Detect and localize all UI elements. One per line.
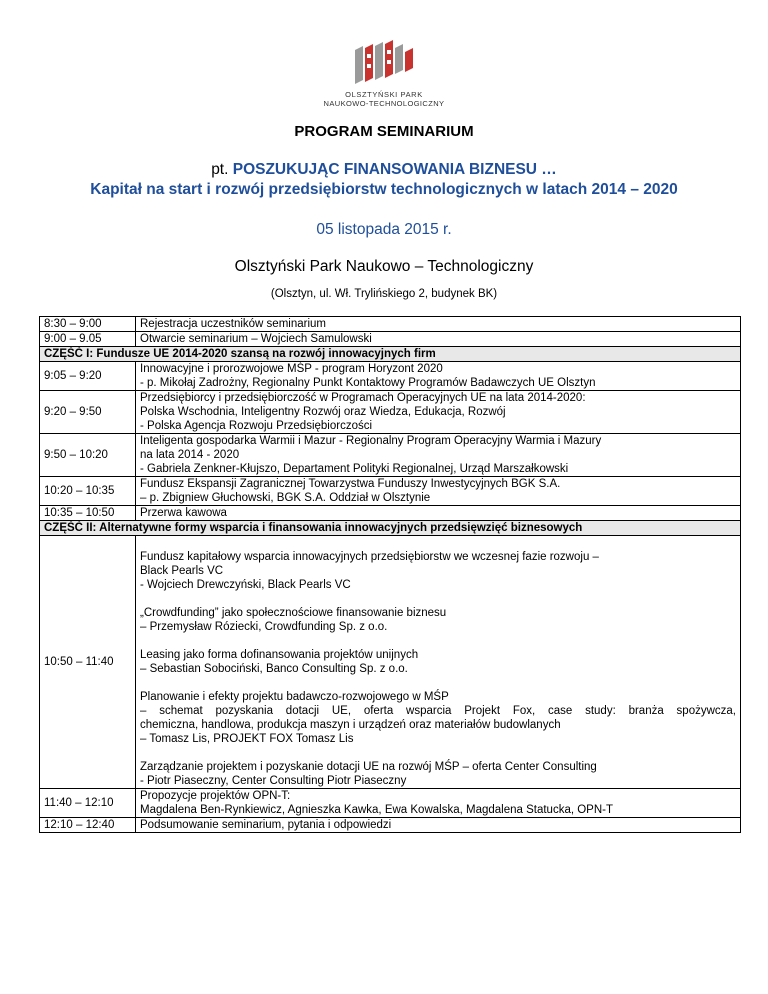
agenda-cell (136, 434, 741, 477)
agenda-line: Propozycje projektów OPN-T: (140, 790, 291, 802)
agenda-cell: Podsumowanie seminarium, pytania i odpowiedzi (136, 818, 741, 833)
agenda-line: Polska Wschodnia, Inteligentny Rozwój oraz Wiedza, Edukacja, Rozwój (140, 406, 506, 418)
logo-text-line2: NAUKOWO-TECHNOLOGICZNY (323, 99, 445, 108)
section-row (40, 347, 741, 362)
agenda-line: Zarządzanie projektem i pozyskanie dotacji UE na rozwój MŚP – oferta Center Consulting (140, 761, 597, 773)
agenda-cell: Przerwa kawowa (136, 506, 741, 521)
section-heading-1: CZĘŚĆ I: Fundusze UE 2014-2020 szansą na rozwój innowacyjnych firm (40, 347, 741, 362)
table-row (40, 818, 741, 833)
table-row (40, 317, 741, 332)
agenda-cell (136, 477, 741, 506)
agenda-line: Magdalena Ben-Rynkiewicz, Agnieszka Kawka, Ewa Kowalska, Magdalena Statucka, OPN-T (140, 804, 614, 816)
agenda-cell (136, 789, 741, 818)
time-cell: 9:00 – 9.05 (40, 332, 136, 347)
table-row (40, 332, 741, 347)
time-cell: 11:40 – 12:10 (40, 789, 136, 818)
agenda-line: na lata 2014 - 2020 (140, 449, 240, 461)
subtitle-line2: Kapitał na start i rozwój przedsiębiorstw technologicznych w latach 2014 – 2020 (90, 181, 678, 198)
agenda-line: Inteligenta gospodarka Warmii i Mazur - Regionalny Program Operacyjny Warmia i Mazury (140, 435, 602, 447)
agenda-line: - Polska Agencja Rozwoju Przedsiębiorczości (140, 420, 373, 432)
agenda-line: chemiczna, handlowa, produkcja maszyn i urządzeń oraz materiałów budowlanych (140, 719, 561, 731)
agenda-line: „Crowdfunding” jako społecznościowe finansowanie biznesu (140, 607, 447, 619)
logo-text-line1: OLSZTYŃSKI PARK (345, 90, 423, 99)
event-date: 05 listopada 2015 r. (316, 221, 452, 238)
section-heading-2: CZĘŚĆ II: Alternatywne formy wsparcia i finansowania innowacyjnych przedsięwzięć biznesowych (40, 521, 741, 536)
agenda-line: Przedsiębiorcy i przedsiębiorczość w Programach Operacyjnych UE na lata 2014-2020: (140, 392, 586, 404)
agenda-line: – Przemysław Róziecki, Crowdfunding Sp. z o.o. (140, 621, 388, 633)
page-title: PROGRAM SEMINARIUM (294, 123, 474, 140)
table-row (40, 506, 741, 521)
agenda-line: Fundusz kapitałowy wsparcia innowacyjnych przedsiębiorstw we wczesnej fazie rozwoju – (140, 551, 599, 563)
agenda-line: - p. Mikołaj Zadrożny, Regionalny Punkt Kontaktowy Programów Badawczych UE Olsztyn (140, 377, 596, 389)
agenda-line: – schemat pozyskania dotacji UE, oferta wsparcia Projekt Fox, case study: branża spożywcza, (140, 705, 736, 717)
agenda-line: - Piotr Piaseczny, Center Consulting Piotr Piaseczny (140, 775, 407, 787)
table-row (40, 362, 741, 391)
time-cell: 10:20 – 10:35 (40, 477, 136, 506)
section-row (40, 521, 741, 536)
agenda-cell (136, 391, 741, 434)
time-cell: 9:20 – 9:50 (40, 391, 136, 434)
agenda-line: – Tomasz Lis, PROJEKT FOX Tomasz Lis (140, 733, 354, 745)
agenda-line: Leasing jako forma dofinansowania projektów unijnych (140, 649, 419, 661)
agenda-line: – Sebastian Sobociński, Banco Consulting Sp. z o.o. (140, 663, 408, 675)
time-cell: 10:35 – 10:50 (40, 506, 136, 521)
time-cell: 8:30 – 9:00 (40, 317, 136, 332)
table-row (40, 536, 741, 789)
time-cell: 12:10 – 12:40 (40, 818, 136, 833)
agenda-cell: Rejestracja uczestników seminarium (136, 317, 741, 332)
agenda-line: – p. Zbigniew Głuchowski, BGK S.A. Oddział w Olsztynie (140, 492, 431, 504)
table-row (40, 391, 741, 434)
time-cell: 10:50 – 11:40 (40, 536, 136, 789)
agenda-line: Black Pearls VC (140, 565, 224, 577)
time-cell: 9:50 – 10:20 (40, 434, 136, 477)
time-cell: 9:05 – 9:20 (40, 362, 136, 391)
subtitle (0, 161, 768, 179)
event-place: Olsztyński Park Naukowo – Technologiczny (234, 258, 534, 275)
agenda-line: Innowacyjne i prorozwojowe MŚP - program Horyzont 2020 (140, 363, 443, 375)
agenda-cell (136, 362, 741, 391)
logo-mark-icon (353, 40, 415, 88)
agenda-line: - Gabriela Zenkner-Kłujszo, Departament Polityki Regionalnej, Urząd Marszałkowski (140, 463, 569, 475)
table-row (40, 789, 741, 818)
agenda-cell: Otwarcie seminarium – Wojciech Samulowski (136, 332, 741, 347)
schedule-table (39, 316, 741, 833)
subtitle-prefix: pt. (211, 161, 229, 178)
agenda-line: Fundusz Ekspansji Zagranicznej Towarzystwa Funduszy Inwestycyjnych BGK S.A. (140, 478, 561, 490)
table-row (40, 434, 741, 477)
agenda-line: - Wojciech Drewczyński, Black Pearls VC (140, 579, 351, 591)
agenda-line: Planowanie i efekty projektu badawczo-rozwojowego w MŚP (140, 691, 449, 703)
agenda-cell (136, 536, 741, 789)
event-address: (Olsztyn, ul. Wł. Trylińskiego 2, budynek BK) (270, 288, 498, 300)
subtitle-main: POSZUKUJĄC FINANSOWANIA BIZNESU … (232, 161, 557, 178)
logo (318, 40, 450, 106)
table-row (40, 477, 741, 506)
